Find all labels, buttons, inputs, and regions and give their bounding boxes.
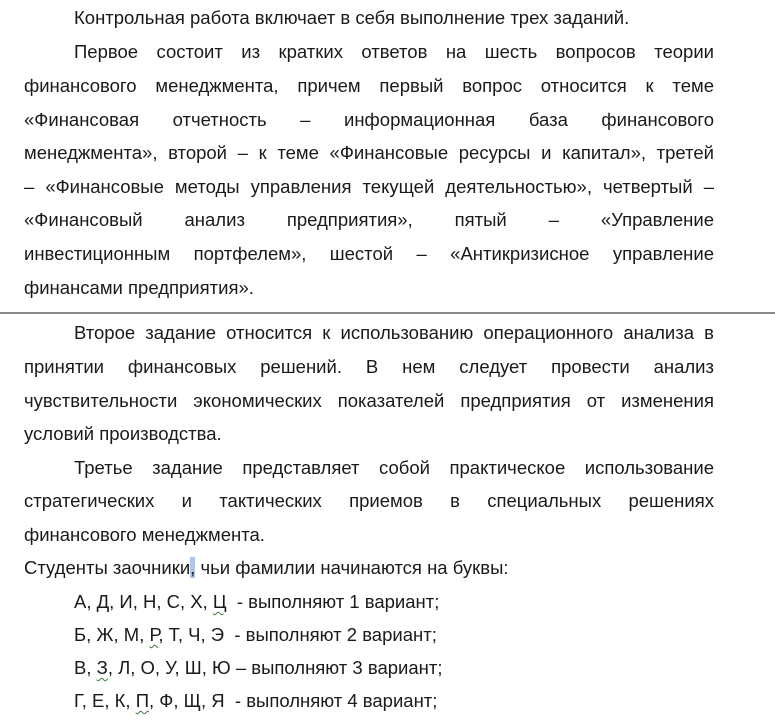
spellcheck-marked-letter[interactable]: Р	[149, 624, 159, 645]
students-text-after: чьи фамилии начинаются на буквы:	[195, 557, 509, 578]
intro-line: Контрольная работа включает в себя выполнение трех заданий.	[74, 7, 630, 28]
variant-letters: А, Д, И, Н, С, Х,	[74, 591, 213, 612]
paragraph-line: стратегических и тактических приемов в специальных решениях	[24, 490, 714, 511]
variant-letters-after: , Л, О, У, Ш, Ю	[107, 657, 231, 678]
paragraph-line: менеджмента», второй – к теме «Финансовые ресурсы и капитал», третей	[24, 142, 714, 163]
variant-letters-after: , Ф, Щ, Я	[149, 690, 225, 711]
variant-line-3	[74, 657, 442, 679]
text-selection[interactable]: ,	[190, 557, 196, 578]
variant-letters: Г, Е, К,	[74, 690, 136, 711]
paragraph-line: чувствительности экономических показателей предприятия от изменения	[24, 390, 714, 411]
variant-letters: В,	[74, 657, 97, 678]
paragraph-line: условий производства.	[24, 423, 222, 444]
students-text-before: Студенты заочники	[24, 557, 191, 578]
paragraph-line: «Финансовая отчетность – информационная база финансового	[24, 109, 714, 130]
variant-suffix: - выполняют 1 вариант;	[226, 591, 440, 612]
students-line[interactable]	[24, 557, 714, 579]
variant-letters: Б, Ж, М,	[74, 624, 150, 645]
variant-line-1	[74, 591, 439, 613]
variant-line-4	[74, 690, 437, 712]
paragraph-line: Первое состоит из кратких ответов на шесть вопросов теории	[74, 41, 714, 62]
paragraph-line: – «Финансовые методы управления текущей деятельностью», четвертый –	[24, 176, 714, 197]
document-page-bottom	[0, 315, 775, 724]
paragraph-line: инвестиционным портфелем», шестой – «Антикризисное управление	[24, 243, 714, 264]
page-break-separator	[0, 312, 775, 314]
paragraph-line: «Финансовый анализ предприятия», пятый – «Управление	[24, 209, 714, 230]
spellcheck-marked-letter[interactable]: Ц	[212, 591, 227, 612]
variant-line-2	[74, 624, 437, 646]
document-page-top	[0, 0, 775, 312]
paragraph-line: принятии финансовых решений. В нем следует провести анализ	[24, 356, 714, 377]
spellcheck-marked-letter[interactable]: П	[135, 690, 150, 711]
variant-suffix: - выполняют 4 вариант;	[224, 690, 438, 711]
variant-letters-after: , Т, Ч, Э	[158, 624, 225, 645]
paragraph-line: финансами предприятия».	[24, 277, 254, 298]
variant-suffix: - выполняют 2 вариант;	[224, 624, 437, 645]
paragraph-line: финансового менеджмента.	[24, 524, 265, 545]
variant-suffix: – выполняют 3 вариант;	[230, 657, 443, 678]
paragraph-line: Третье задание представляет собой практическое использование	[74, 457, 714, 478]
paragraph-line: Второе задание относится к использованию операционного анализа в	[74, 322, 714, 343]
paragraph-line: финансового менеджмента, причем первый вопрос относится к теме	[24, 75, 714, 96]
spellcheck-marked-letter[interactable]: З	[96, 657, 108, 678]
